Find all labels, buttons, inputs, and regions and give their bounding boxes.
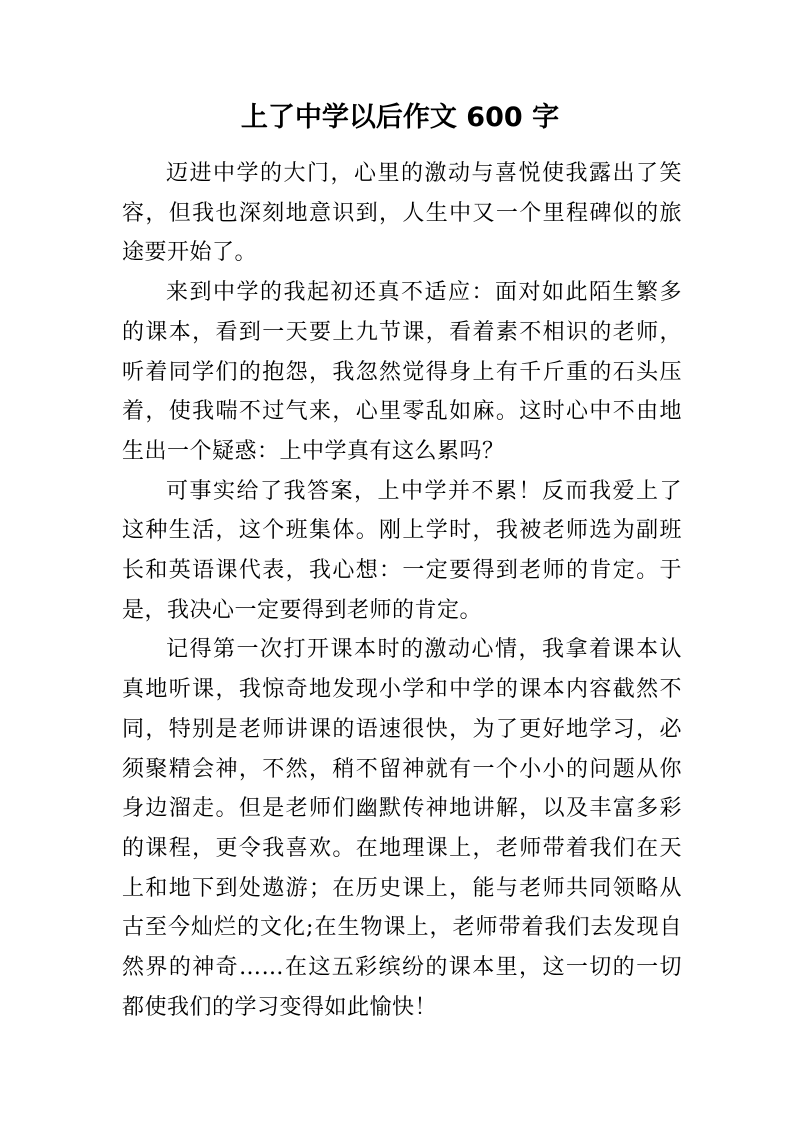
paragraph-2: 来到中学的我起初还真不适应：面对如此陌生繁多的课本，看到一天要上九节课，看着素不相识的老师，听着同学们的抱怨，我忽然觉得身上有千斤重的石头压着，使我喘不过气来，心里零乱如麻。这时心中不由地生出一个疑惑：上中学真有这么累吗？: [122, 280, 682, 464]
paragraph-1: 迈进中学的大门，心里的激动与喜悦使我露出了笑容，但我也深刻地意识到，人生中又一个里程碑似的旅途要开始了。: [122, 161, 682, 266]
document-body: [122, 154, 682, 1027]
document-title: 上了中学以后作文 600 字: [240, 102, 560, 133]
paragraph-4: 记得第一次打开课本时的激动心情，我拿着课本认真地听课，我惊奇地发现小学和中学的课本内容截然不同，特别是老师讲课的语速很快，为了更好地学习，必须聚精会神，不然，稍不留神就有一个小小的问题从你身边溜走。但是老师们幽默传神地讲解，以及丰富多彩的课程，更令我喜欢。在地理课上，老师带着我们在天上和地下到处遨游；在历史课上，能与老师共同领略从古至今灿烂的文化;在生物课上，老师带着我们去发现自然界的神奇……在这五彩缤纷的课本里，这一切的一切都使我们的学习变得如此愉快！: [122, 637, 682, 1020]
paragraph-3: 可事实给了我答案，上中学并不累！反而我爱上了这种生活，这个班集体。刚上学时，我被老师选为副班长和英语课代表，我心想：一定要得到老师的肯定。于是，我决心一定要得到老师的肯定。: [122, 478, 682, 623]
